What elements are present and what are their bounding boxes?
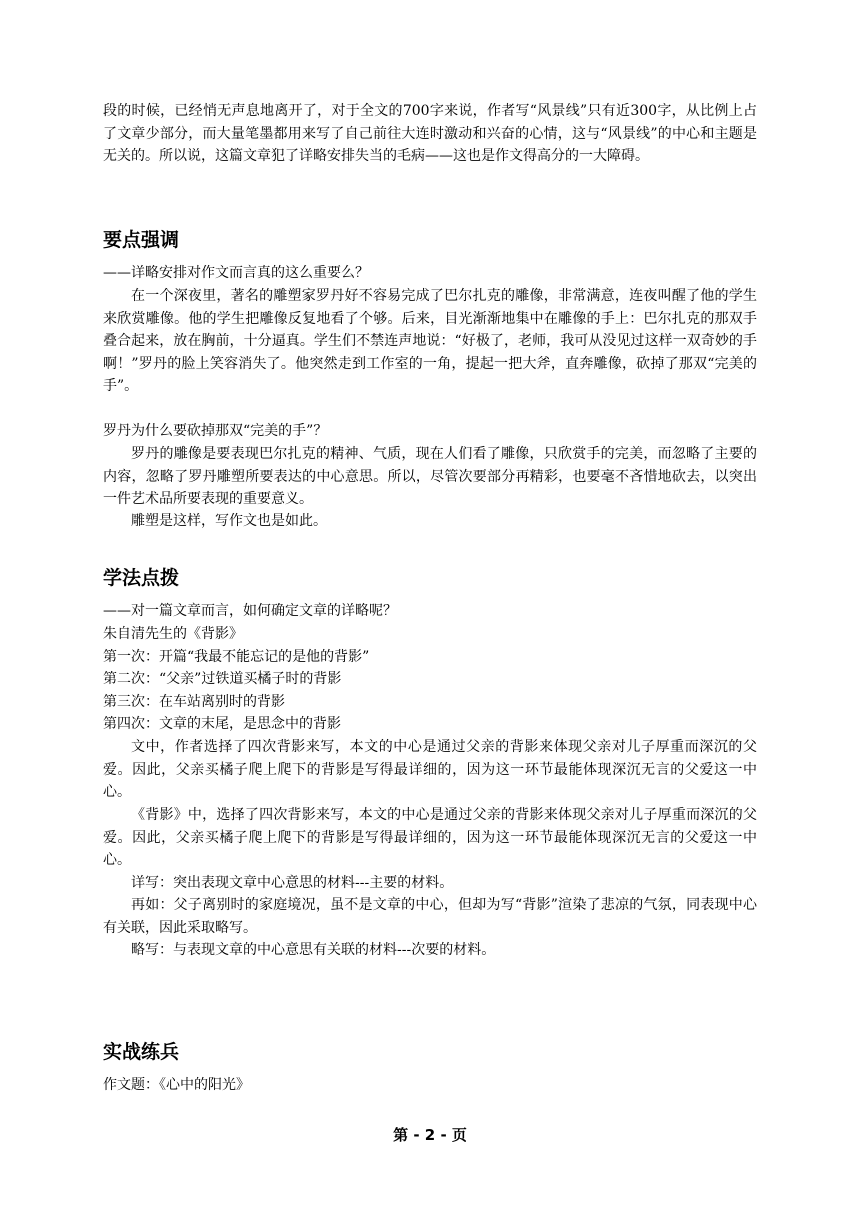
section-heading-key-points: 要点强调 (103, 229, 180, 251)
list-item: 第二次：“父亲”过铁道买橘子时的背影 (103, 671, 342, 687)
list-item: 第一次：开篇“我最不能忘记的是他的背影” (103, 649, 370, 665)
rodin-conclusion: 雕塑是这样，写作文也是如此。 (131, 513, 327, 529)
source-title: 朱自清先生的《背影》 (103, 626, 243, 642)
analysis-paragraph-1: 文中，作者选择了四次背影来写，本文的中心是通过父亲的背影来体现父亲对儿子厚重而深沉的父爱。因此，父亲买橘子爬上爬下的背影是写得最详细的，因为这一环节最能体现深沉无言的父爱这一中心。 (103, 739, 757, 800)
analysis-paragraph-2: 《背影》中，选择了四次背影来写，本文的中心是通过父亲的背影来体现父亲对儿子厚重而深沉的父爱。因此，父亲买橘子爬上爬下的背影是写得最详细的，因为这一环节最能体现深沉无言的父爱这一中心。 (103, 807, 757, 868)
rodin-question: 罗丹为什么要砍掉那双“完美的手”？ (103, 423, 328, 439)
method-question: ——对一篇文章而言，如何确定文章的详略呢？ (103, 603, 397, 619)
example-paragraph: 再如：父子离别时的家庭境况，虽不是文章的中心，但却为写“背影”渲染了悲凉的气氛，同表现中心有关联，因此采取略写。 (103, 897, 757, 936)
rodin-answer-paragraph: 罗丹的雕像是要表现巴尔扎克的精神、气质，现在人们看了雕像，只欣赏手的完美，而忽略了主要的内容，忽略了罗丹雕塑所要表达的中心意思。所以，尽管次要部分再精彩，也要毫不吝惜地砍去，以突出一件艺术品所要表现的重要意义。 (103, 446, 757, 507)
brief-definition: 略写：与表现文章的中心意思有关联的材料---次要的材料。 (131, 942, 496, 958)
list-item: 第四次：文章的末尾，是思念中的背影 (103, 716, 341, 732)
list-item: 第三次：在车站离别时的背影 (103, 694, 285, 710)
intro-paragraph: 段的时候，已经悄无声息地离开了，对于全文的700字来说，作者写“风景线”只有近300字，从比例上占了文章少部分，而大量笔墨都用来写了自己前往大连时激动和兴奋的心情，这与“风景线”的中心和主题是无关的。所以说，这篇文章犯了详略安排失当的毛病——这也是作文得高分的一大障碍。 (103, 103, 757, 164)
section-heading-practice: 实战练兵 (103, 1041, 180, 1063)
detail-definition: 详写：突出表现文章中心意思的材料---主要的材料。 (131, 875, 454, 891)
rodin-story-paragraph: 在一个深夜里，著名的雕塑家罗丹好不容易完成了巴尔扎克的雕像，非常满意，连夜叫醒了他的学生来欣赏雕像。他的学生把雕像反复地看了个够。后来，目光渐渐地集中在雕像的手上：巴尔扎克的那双手叠合起来，放在胸前，十分逼真。学生们不禁连声地说：“好极了，老师，我可从没见过这样一双奇妙的手啊！”罗丹的脸上笑容消失了。他突然走到工作室的一角，提起一把大斧，直奔雕像，砍掉了那双“完美的手”。 (103, 288, 757, 394)
section-heading-method: 学法点拨 (103, 567, 180, 589)
key-points-question: ——详略安排对作文而言真的这么重要么？ (103, 265, 369, 281)
page-number: 第 - 2 - 页 (393, 1126, 467, 1144)
essay-topic: 作文题：《心中的阳光》 (103, 1077, 250, 1093)
